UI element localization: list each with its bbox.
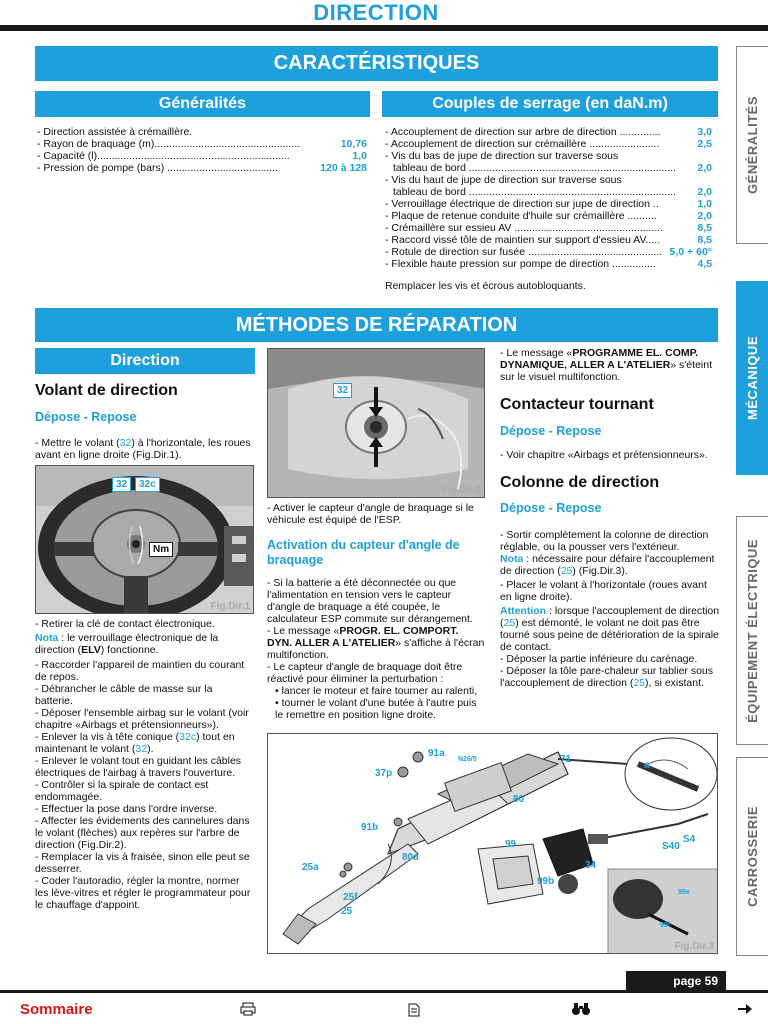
spec-row: - Rayon de braquage (m).................................................. 10,76 — [37, 138, 367, 150]
fig3-part-34: 34 — [585, 860, 597, 871]
volant-intro: - Mettre le volant (32) à l'horizontale, les roues avant en ligne droite (Fig.Dir.1). — [35, 437, 251, 461]
fig3-part-99e: 99e — [678, 889, 690, 896]
middle-text — [267, 502, 485, 526]
steering-column-diagram — [268, 734, 718, 954]
sidebar-tab-carrosserie[interactable]: CARROSSERIE — [736, 757, 768, 956]
volant-nota: Nota : le verrouillage électronique de la direction (ELV) fonctionne. — [35, 632, 219, 656]
steering-shaft-photo — [268, 349, 485, 498]
step-activer: - Activer le capteur d'angle de braquage si le véhicule est équipé de l'ESP. — [267, 502, 474, 526]
subsection-direction-title: Direction — [35, 348, 255, 374]
spec-row: - Pression de pompe (bars) ...................................... 120 à 128 — [37, 162, 367, 174]
volant-title: Volant de direction — [35, 382, 178, 399]
colonne-depose-title: Dépose - Repose — [500, 501, 602, 515]
fig3-part-25: 25 — [341, 906, 353, 917]
volant-steps — [35, 618, 253, 911]
sidebar-tab-mecanique[interactable]: MÉCANIQUE — [736, 281, 768, 475]
step-item: - Sortir complètement la colonne de direction réglable, ou la pousser vers l'extérieur. — [500, 529, 709, 553]
figure-dir-3 — [267, 733, 718, 954]
fig3-part-99: 99 — [505, 839, 517, 850]
section-caracteristiques: CARACTÉRISTIQUES — [35, 46, 718, 81]
step-item: - Remplacer la vis à fraisée, sinon elle peut se desserrer. — [35, 851, 250, 875]
activation-steps — [267, 577, 485, 721]
colonne-attention: Attention : lorsque l'accouplement de direction (25) est démonté, le volant ne doit pas être tourné sous peine de détérioration de la spirale de contact. — [500, 605, 720, 653]
volant-depose-title: Dépose - Repose — [35, 410, 137, 424]
subsection-couples-title: Couples de serrage (en daN.m) — [382, 91, 718, 117]
fig1-callout-32: 32 — [112, 477, 131, 492]
step-item: - Contrôler si la spirale de contact est endommagée. — [35, 779, 209, 803]
colonne-steps — [500, 529, 720, 689]
torque-row: - Vis du haut de jupe de direction sur traverse sous — [385, 174, 622, 186]
fig3-part-25f: 25f — [343, 892, 358, 903]
step-item: - Débrancher le câble de masse sur la batterie. — [35, 683, 213, 707]
contacteur-title: Contacteur tournant — [500, 396, 654, 413]
fig3-part-37p: 37p — [375, 768, 393, 779]
page-number: page 59 — [626, 971, 726, 991]
fig3-label: Fig.Dir.3 — [674, 941, 714, 952]
step-item: - Affecter les évidements des cannelures dans le volant (flèches) aux repères sur l'arbre de direction (Fig.Dir.2). — [35, 815, 250, 851]
torque-row: - Rotule de direction sur fusée .............................................. 5,0 + 60° — [385, 246, 712, 258]
fig3-part-99f: 99f — [660, 922, 671, 929]
step-item: - Enlever la vis à tête conique (32c) tout en maintenant le volant (32). — [35, 731, 235, 755]
colonne-nota: Nota : nécessaire pour défaire l'accouplement de direction (25) (Fig.Dir.3). — [500, 553, 715, 577]
step-item: - Déposer l'ensemble airbag sur le volant (voir chapitre «Airbags et prétensionneurs»). — [35, 707, 249, 731]
spec-row: - Capacité (l).................................................................. 1,0 — [37, 150, 367, 162]
fig2-label: Fig.Dir.2 — [441, 485, 481, 496]
spec-row: - Direction assistée à crémaillère. — [37, 126, 193, 138]
next-arrow-icon[interactable] — [737, 1002, 753, 1019]
torque-row: tableau de bord ....................................................................... 2,0 — [393, 162, 712, 174]
fig3-part-91b: 91b — [361, 822, 379, 833]
fig3-part-71: 71 — [560, 754, 572, 765]
torque-row: - Accouplement de direction sur crémaillère ........................ 2,5 — [385, 138, 712, 150]
couples-note: Remplacer les vis et écrous autobloquants. — [385, 280, 586, 292]
generalites-list — [37, 126, 367, 174]
right-message: - Le message «PROGRAMME EL. COMP. DYNAMIQUE, ALLER A L'ATELIER» s'éteint sur le visuel multifonction. — [500, 347, 712, 383]
step-item: - Enlever le volant tout en guidant les câbles électriques de l'airbag à travers l'ouverture. — [35, 755, 242, 779]
sidebar-tab-equipement-electrique[interactable]: ÉQUIPEMENT ÉLECTRIQUE — [736, 516, 768, 745]
contacteur-depose-title: Dépose - Repose — [500, 424, 602, 438]
colonne-title: Colonne de direction — [500, 474, 660, 491]
binoculars-icon[interactable] — [572, 1002, 590, 1019]
figure-dir-1 — [35, 465, 254, 614]
fig1-label: Fig.Dir.1 — [210, 601, 250, 612]
torque-row: - Verrouillage électrique de direction sur jupe de direction .. 1,0 — [385, 198, 712, 210]
fig1-callout-32c: 32c — [135, 477, 160, 492]
fig3-part-80a: 80a — [402, 852, 419, 863]
step-item: - Le message «PROGR. EL. COMPORT. DYN. ALLER A L'ATELIER» s'affiche à l'écran multifonction. — [267, 625, 485, 661]
fig3-part-80: 80 — [513, 794, 525, 805]
torque-row: - Raccord vissé tôle de maintien sur support d'essieu AV..... 8,5 — [385, 234, 712, 246]
print-icon[interactable] — [240, 1002, 256, 1019]
sidebar-tab-generalites[interactable]: GÉNÉRALITÉS — [736, 46, 768, 244]
contacteur-text: - Voir chapitre «Airbags et prétensionneurs». — [500, 449, 708, 461]
step-item: - Le capteur d'angle de braquage doit être réactivé pour éliminer la perturbation : — [267, 661, 463, 685]
header-rule — [0, 25, 768, 31]
fig3-part-25a: 25a — [302, 862, 319, 873]
bullet-item: • lancer le moteur et faire tourner au ralenti, — [275, 685, 478, 697]
subsection-generalites-title: Généralités — [35, 91, 370, 117]
activation-title: Activation du capteur d'angle de braquage — [267, 538, 460, 567]
fig1-callout-nm: Nm — [149, 542, 173, 557]
torque-row: tableau de bord ....................................................................... 2,0 — [393, 186, 712, 198]
sommaire-link[interactable]: Sommaire — [20, 1001, 93, 1018]
step-item: - Déposer la tôle pare-chaleur sur tablier sous l'accouplement de direction (25), si existant. — [500, 665, 714, 689]
fig3-part-a: a — [644, 760, 650, 771]
footer-rule — [0, 990, 768, 993]
step-retirer: - Retirer la clé de contact électronique. — [35, 618, 215, 630]
torque-row: - Accouplement de direction sur arbre de direction .............. 3,0 — [385, 126, 712, 138]
fig3-part-91a: 91a — [428, 748, 445, 759]
fig3-part-n26-5: N26/5 — [458, 756, 477, 763]
fig3-part-s40: S40 — [662, 841, 680, 852]
fig3-part-s4: S4 — [683, 834, 696, 845]
step-item: - Effectuer la pose dans l'ordre inverse. — [35, 803, 218, 815]
torque-row: - Crémaillère sur essieu AV ................................................... 8,5 — [385, 222, 712, 234]
step-item: - Déposer la partie inférieure du carénage. — [500, 653, 698, 665]
bullet-item: • tourner le volant d'une butée à l'autre puis le remettre en position ligne droite. — [275, 697, 477, 721]
fig3-part-99b: 99b — [537, 876, 555, 887]
section-methodes: MÉTHODES DE RÉPARATION — [35, 308, 718, 342]
torque-row: - Vis du bas de jupe de direction sur traverse sous — [385, 150, 619, 162]
couples-list — [385, 126, 712, 292]
document-icon[interactable] — [408, 1003, 420, 1020]
page-title: DIRECTION — [313, 0, 439, 25]
step-item: - Raccorder l'appareil de maintien du courant de repos. — [35, 659, 245, 683]
step-item: - Si la batterie a été déconnectée ou que l'alimentation en tension vers le capteur d'angle de braquage a été coupée, le calculateur ESP commute sur dérangement. — [267, 577, 473, 625]
figure-dir-2 — [267, 348, 485, 498]
torque-row: - Flexible haute pression sur pompe de direction ............... 4,5 — [385, 258, 712, 270]
step-item: - Placer le volant à l'horizontale (roues avant en ligne droite). — [500, 579, 707, 603]
step-item: - Coder l'autoradio, régler la montre, normer les lève-vitres et régler le programmateur pour le chauffage d'appoint. — [35, 875, 251, 911]
fig2-callout-32: 32 — [333, 383, 352, 398]
torque-row: - Plaque de retenue conduite d'huile sur crémaillère .......... 2,0 — [385, 210, 712, 222]
